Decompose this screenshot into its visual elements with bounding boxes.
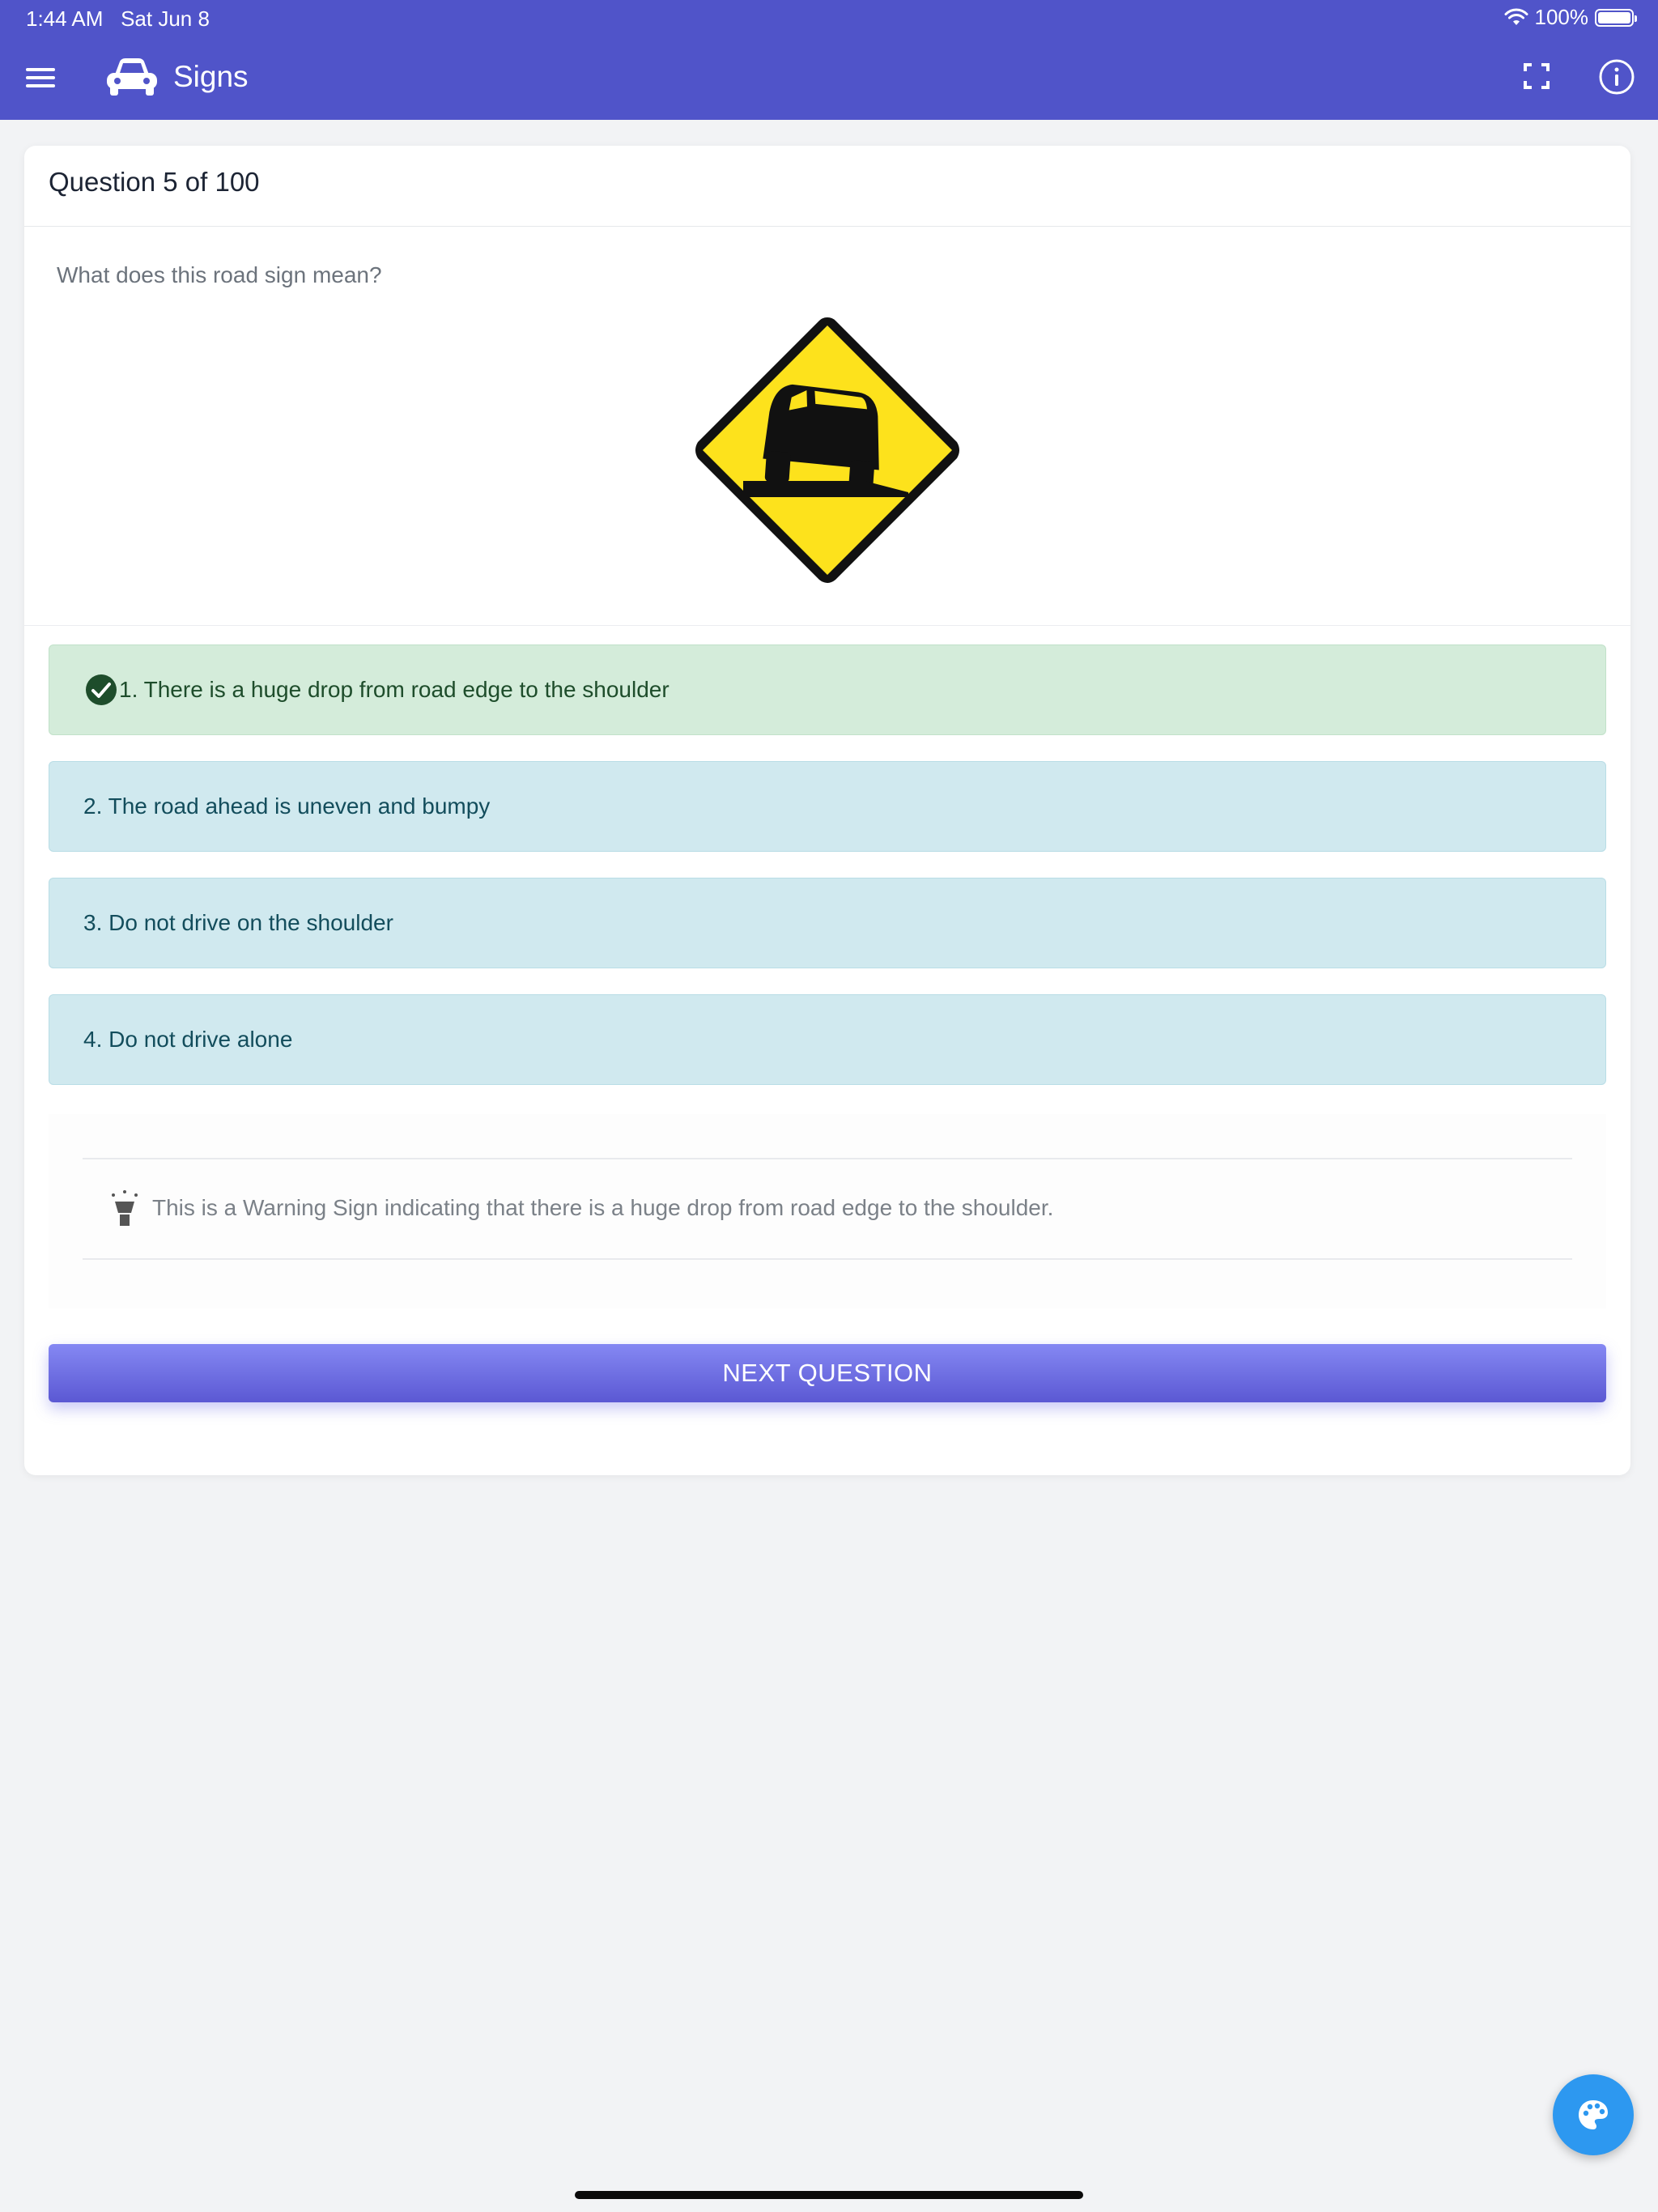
menu-button[interactable] <box>23 62 58 94</box>
fullscreen-icon <box>1522 62 1551 91</box>
answer-option-4[interactable] <box>49 994 1606 1085</box>
car-icon <box>104 52 160 100</box>
info-icon <box>1598 58 1635 96</box>
question-counter: Question 5 of 100 <box>49 167 260 197</box>
answer-option-label: 1. There is a huge drop from road edge to the shoulder <box>119 677 670 702</box>
fullscreen-button[interactable] <box>1522 62 1551 91</box>
app-title: Signs <box>173 60 249 93</box>
answer-option-1[interactable] <box>49 644 1606 735</box>
answer-option-label: 4. Do not drive alone <box>83 1027 293 1052</box>
next-question-button[interactable]: NEXT QUESTION <box>49 1344 1606 1402</box>
theme-palette-button[interactable] <box>1553 2074 1634 2155</box>
status-time: 1:44 AM <box>26 6 104 31</box>
app-bar <box>0 0 1658 120</box>
answer-option-label: 3. Do not drive on the shoulder <box>83 910 393 935</box>
check-circle-icon <box>85 674 117 706</box>
explanation-text: This is a Warning Sign indicating that there is a huge drop from road edge to the shoulder. <box>152 1195 1054 1220</box>
battery-icon <box>1595 9 1634 27</box>
status-bar-time <box>26 6 210 32</box>
answer-option-3[interactable] <box>49 878 1606 968</box>
answer-option-label: 2. The road ahead is uneven and bumpy <box>83 793 491 819</box>
image-divider <box>24 625 1630 626</box>
info-button[interactable] <box>1598 58 1635 96</box>
explanation-divider-top <box>83 1158 1572 1159</box>
battery-percent: 100% <box>1534 5 1588 29</box>
road-sign-image <box>690 313 965 588</box>
menu-icon <box>23 62 58 94</box>
home-indicator[interactable] <box>575 2191 1083 2199</box>
question-card <box>24 146 1630 1475</box>
question-prompt: What does this road sign mean? <box>57 262 382 287</box>
wifi-icon <box>1504 8 1528 28</box>
status-bar-right <box>1504 5 1635 30</box>
status-date: Sat Jun 8 <box>121 6 210 31</box>
lightbulb-icon <box>110 1190 139 1227</box>
palette-icon <box>1575 2097 1611 2133</box>
answer-option-2[interactable] <box>49 761 1606 852</box>
card-header <box>24 146 1630 227</box>
explanation-divider-bottom <box>83 1258 1572 1260</box>
